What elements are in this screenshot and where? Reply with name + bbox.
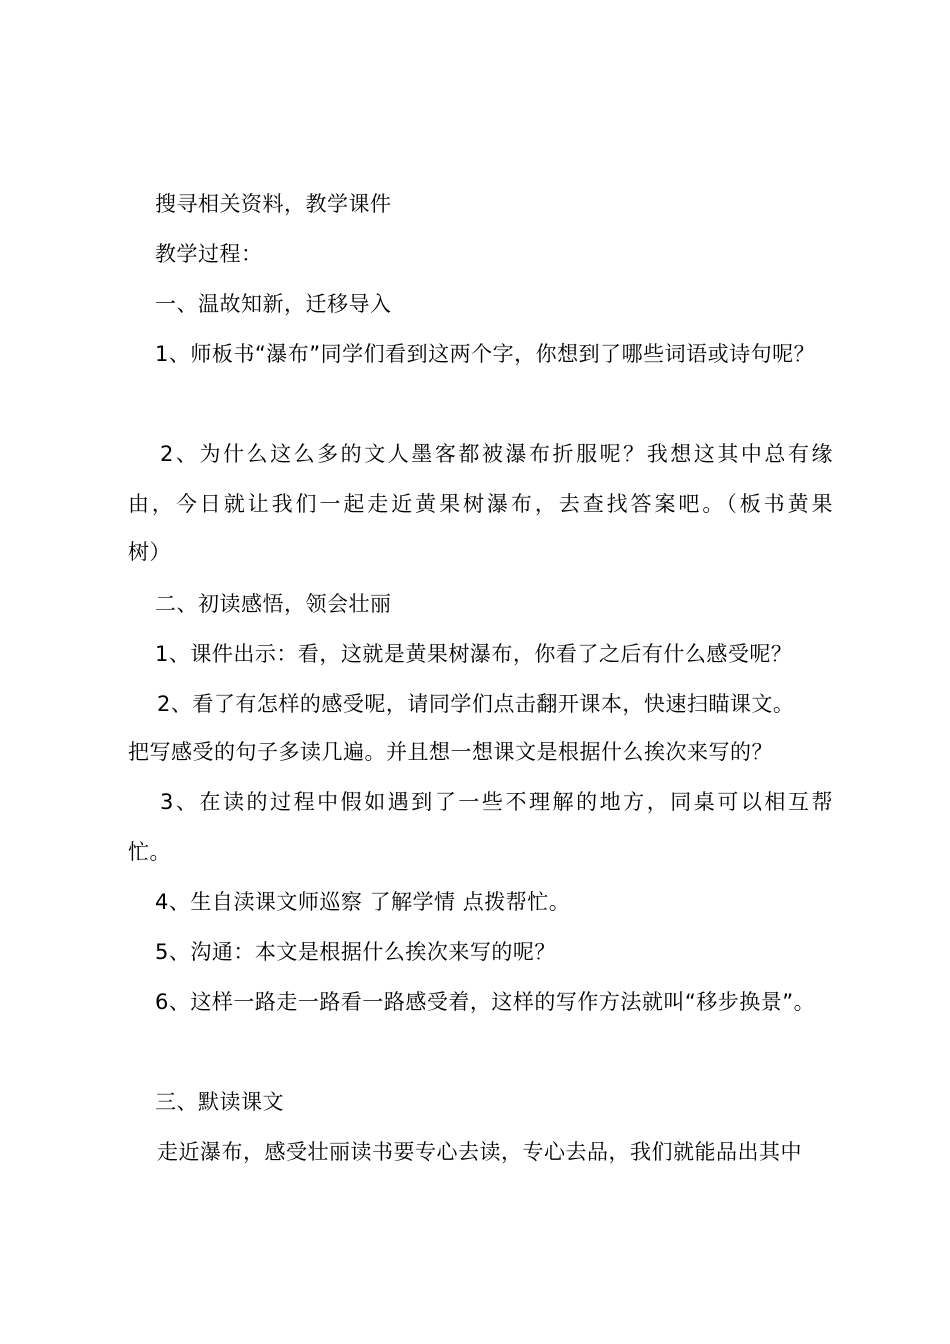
- text-line-2-2a: 2、看了有怎样的感受呢，请同学们点击翻开课本，快速扫瞄课文。: [157, 692, 795, 716]
- section-heading-2: 二、初读感悟，领会壮丽: [155, 592, 392, 616]
- text-line-2-6: 6、这样一路走一路看一路感受着，这样的写作方法就叫“移步换景”。: [155, 990, 816, 1014]
- text-line-process-heading: 教学过程：: [155, 242, 263, 266]
- text-line-1-2b: 由，今日就让我们一起走近黄果树瀑布，去查找答案吧。（板书黄果: [128, 492, 833, 516]
- text-line-1-1: 1、师板书“瀑布”同学们看到这两个字，你想到了哪些词语或诗句呢？: [155, 342, 816, 366]
- section-heading-3: 三、默读课文: [155, 1090, 284, 1114]
- text-line-2-4: 4、生自渎课文师巡察 了解学情 点拨帮忙。: [155, 890, 571, 914]
- text-line-1-2c: 树）: [128, 540, 171, 564]
- text-line-2-1: 1、课件出示：看，这就是黄果树瀑布，你看了之后有什么感受呢？: [155, 642, 793, 666]
- text-line-2-2b: 把写感受的句子多读几遍。并且想一想课文是根据什么挨次来写的？: [128, 740, 773, 764]
- text-line-1-2a: 2、为什么这么多的文人墨客都被瀑布折服呢？我想这其中总有缘: [160, 442, 833, 466]
- text-line-2-3b: 忙。: [128, 840, 171, 864]
- text-line-materials: 搜寻相关资料，教学课件: [155, 192, 392, 216]
- text-line-3-1: 走近瀑布，感受壮丽读书要专心去读，专心去品，我们就能品出其中: [157, 1140, 802, 1164]
- text-line-2-5: 5、沟通：本文是根据什么挨次来写的呢？: [155, 940, 556, 964]
- section-heading-1: 一、温故知新，迁移导入: [155, 292, 392, 316]
- text-line-2-3a: 3、在读的过程中假如遇到了一些不理解的地方，同桌可以相互帮: [160, 790, 833, 814]
